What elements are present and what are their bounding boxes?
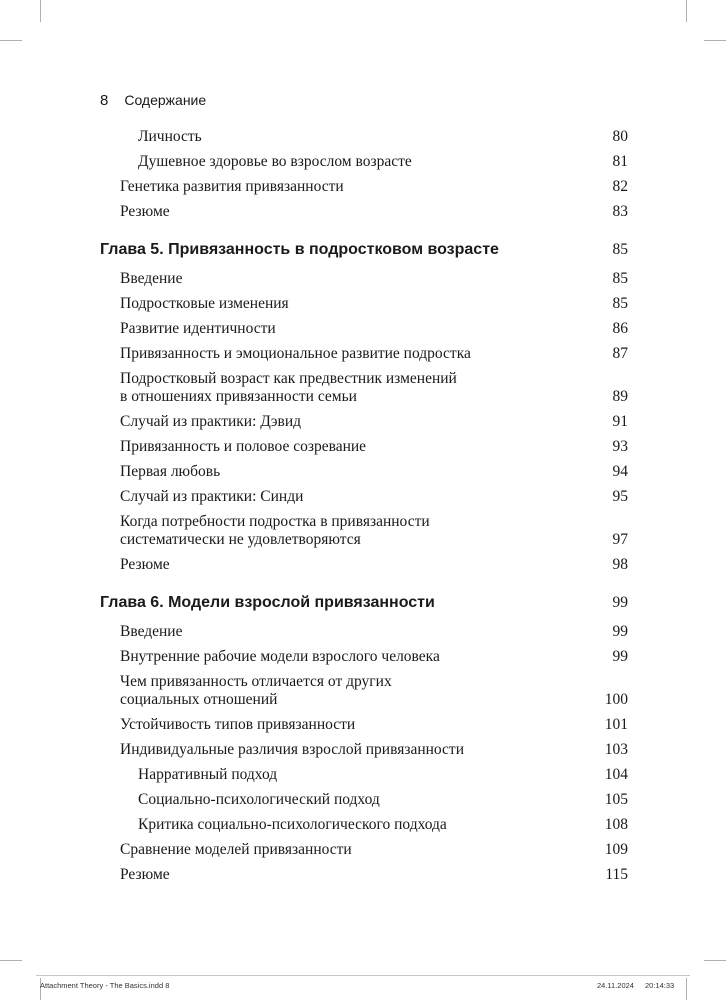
toc-page-number: 99 [612, 594, 628, 611]
slug-time: 20:14:33 [645, 981, 675, 990]
toc-page-number: 86 [612, 320, 628, 337]
toc-entry-title: Социально-психологический подход [138, 791, 380, 808]
toc-entry-title: Индивидуальные различия взрослой привязанности [120, 741, 464, 758]
toc-entry [100, 841, 628, 859]
toc-entry [100, 463, 628, 481]
toc-entry [100, 295, 628, 313]
toc-entry [100, 673, 628, 709]
toc-page-number: 98 [612, 556, 628, 573]
toc-entry [100, 623, 628, 641]
toc-page-number: 87 [612, 345, 628, 362]
toc-entry [100, 791, 628, 809]
toc-page-number: 83 [612, 203, 628, 220]
toc-entry-title: Резюме [120, 203, 170, 220]
section-title: Содержание [124, 92, 207, 108]
crop-mark [686, 978, 687, 1000]
toc-entry [100, 345, 628, 363]
toc-entry-title: Развитие идентичности [120, 320, 276, 337]
toc-page-number: 115 [605, 866, 628, 883]
toc-entry-title: Резюме [120, 556, 170, 573]
toc-page-number: 85 [612, 241, 628, 258]
toc-page-number: 80 [612, 128, 628, 145]
slug-file: Attachment Theory - The Basics.indd 8 [40, 981, 170, 990]
crop-mark [0, 960, 22, 961]
crop-mark [704, 40, 726, 41]
page-number: 8 [100, 92, 109, 109]
toc-entry [100, 866, 628, 884]
toc-page-number: 104 [604, 766, 628, 783]
toc-entry-title: Внутренние рабочие модели взрослого человека [120, 648, 440, 665]
toc-entry [100, 370, 628, 406]
toc-entry [100, 203, 628, 221]
toc-entry-title: Критика социально-психологического подхода [138, 816, 447, 833]
toc-page-number: 82 [612, 178, 628, 195]
toc-page-number: 105 [604, 791, 628, 808]
toc-entry [100, 413, 628, 431]
toc-entry [100, 766, 628, 784]
toc-page-number: 97 [612, 531, 628, 548]
toc-entry [100, 513, 628, 549]
toc-page-number: 109 [604, 841, 628, 858]
toc-page-number: 85 [612, 270, 628, 287]
crop-mark [686, 0, 687, 22]
toc-entry-title: Подростковый возраст как предвестник изменений в отношениях привязанности семьи [120, 370, 457, 405]
toc-entry-title: Чем привязанность отличается от других социальных отношений [120, 673, 392, 708]
toc-entry-title: Введение [120, 623, 183, 640]
toc-entry-title: Резюме [120, 866, 170, 883]
toc-entry [100, 716, 628, 734]
toc-entry [100, 648, 628, 666]
toc-entry-title: Глава 5. Привязанность в подростковом возрасте [100, 241, 499, 258]
toc-page-number: 85 [612, 295, 628, 312]
toc-page-number: 81 [612, 153, 628, 170]
toc-page-number: 93 [612, 438, 628, 455]
toc-page-number: 94 [612, 463, 628, 480]
toc-entry-title: Случай из практики: Синди [120, 488, 304, 505]
crop-mark [40, 0, 41, 22]
toc-entry-title: Первая любовь [120, 463, 221, 480]
toc-entry [100, 488, 628, 506]
toc-entry-title: Душевное здоровье во взрослом возрасте [138, 153, 412, 170]
toc-entry [100, 153, 628, 171]
toc-chapter-heading [100, 240, 628, 260]
table-of-contents [100, 128, 628, 884]
toc-entry [100, 741, 628, 759]
toc-page-number: 100 [604, 691, 628, 708]
toc-entry [100, 556, 628, 574]
toc-page-number: 95 [612, 488, 628, 505]
toc-page-number: 99 [612, 648, 628, 665]
toc-entry [100, 178, 628, 196]
toc-entry-title: Когда потребности подростка в привязанности систематически не удовлетворяются [120, 513, 430, 548]
running-head [100, 92, 206, 109]
toc-page-number: 89 [612, 388, 628, 405]
toc-entry-title: Личность [138, 128, 202, 145]
toc-entry [100, 816, 628, 834]
toc-entry-title: Случай из практики: Дэвид [120, 413, 302, 430]
toc-entry-title: Привязанность и эмоциональное развитие подростка [120, 345, 471, 362]
toc-page-number: 101 [604, 716, 628, 733]
toc-entry-title: Привязанность и половое созревание [120, 438, 367, 455]
toc-entry [100, 128, 628, 146]
toc-chapter-heading [100, 593, 628, 613]
toc-page-number: 103 [604, 741, 628, 758]
toc-page-number: 91 [612, 413, 628, 430]
toc-page-number: 108 [604, 816, 628, 833]
toc-entry-title: Генетика развития привязанности [120, 178, 344, 195]
toc-entry-title: Введение [120, 270, 183, 287]
toc-entry [100, 270, 628, 288]
toc-entry-title: Устойчивость типов привязанности [120, 716, 356, 733]
toc-entry [100, 438, 628, 456]
slug-divider [36, 975, 690, 976]
crop-mark [704, 960, 726, 961]
slug-date: 24.11.2024 [597, 981, 634, 990]
toc-page-number: 99 [612, 623, 628, 640]
crop-mark [0, 40, 22, 41]
toc-entry-title: Подростковые изменения [120, 295, 289, 312]
toc-entry [100, 320, 628, 338]
toc-entry-title: Сравнение моделей привязанности [120, 841, 352, 858]
toc-entry-title: Глава 6. Модели взрослой привязанности [100, 594, 435, 611]
toc-entry-title: Нарративный подход [138, 766, 278, 783]
